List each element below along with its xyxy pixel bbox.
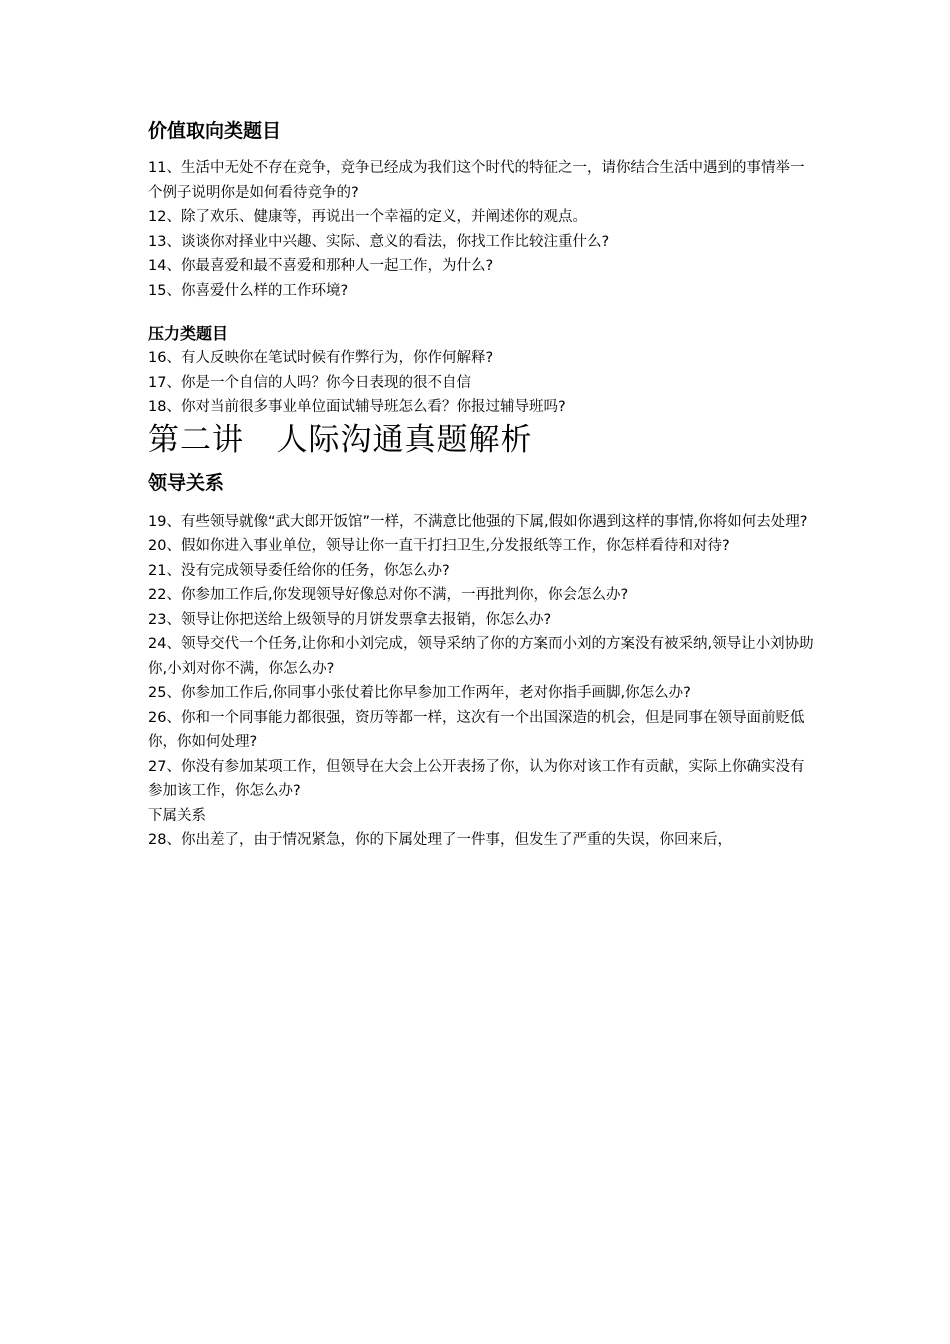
question-item: 14、你最喜爱和最不喜爱和那种人一起工作，为什么?	[148, 258, 494, 274]
question-item: 12、除了欢乐、健康等，再说出一个幸福的定义，并阐述你的观点。	[148, 209, 587, 225]
question-item: 20、假如你进入事业单位，领导让你一直干打扫卫生,分发报纸等工作，你怎样看待和对待?	[148, 538, 730, 554]
question-item: 27、你没有参加某项工作，但领导在大会上公开表扬了你，认为你对该工作有贡献，实际上你确实没有参加该工作，你怎么办?	[148, 758, 805, 799]
question-item: 17、你是一个自信的人吗？你今日表现的很不自信	[148, 374, 471, 391]
question-item: 11、生活中无处不存在竞争，竞争已经成为我们这个时代的特征之一，请你结合生活中遇到的事情举一个例子说明你是如何看待竞争的?	[148, 160, 805, 201]
subordinates-question-list	[148, 828, 818, 853]
question-item: 26、你和一个同事能力都很强，资历等都一样，这次有一个出国深造的机会，但是同事在领导面前贬低你，你如何处理?	[148, 709, 805, 750]
question-item: 15、你喜爱什么样的工作环境?	[148, 282, 349, 299]
question-item: 24、领导交代一个任务,让你和小刘完成，领导采纳了你的方案而小刘的方案没有被采纳,领导让小刘协助你,小刘对你不满，你怎么办?	[148, 636, 814, 677]
section-heading-values: 价值取向类题目	[148, 120, 282, 142]
question-item: 21、没有完成领导委任给你的任务，你怎么办?	[148, 562, 450, 579]
section-heading-leaders: 领导关系	[148, 471, 225, 494]
pressure-question-list	[148, 346, 818, 420]
question-item: 19、有些领导就像“武大郎开饭馆”一样，不满意比他强的下属,假如你遇到这样的事情,你将如何去处理?	[148, 513, 808, 530]
question-item: 13、谈谈你对择业中兴趣、实际、意义的看法，你找工作比较注重什么?	[148, 233, 610, 250]
question-item: 23、领导让你把送给上级领导的月饼发票拿去报销，你怎么办?	[148, 611, 552, 628]
leaders-question-list	[148, 510, 818, 804]
question-item: 16、有人反映你在笔试时候有作弊行为，你作何解释?	[148, 350, 494, 366]
values-question-list	[148, 156, 818, 303]
document-page	[148, 116, 818, 853]
question-item: 25、你参加工作后,你同事小张仗着比你早参加工作两年，老对你指手画脚,你怎么办?	[148, 685, 691, 701]
section-heading-pressure: 压力类题目	[148, 324, 229, 343]
section-heading-subordinates: 下属关系	[148, 807, 206, 824]
question-item: 28、你出差了，由于情况紧急，你的下属处理了一件事，但发生了严重的失误，你回来后，	[148, 832, 732, 848]
question-item: 22、你参加工作后,你发现领导好像总对你不满，一再批判你，你会怎么办?	[148, 587, 629, 603]
chapter-title: 第二讲 人际沟通真题解析	[148, 421, 533, 458]
question-item: 18、你对当前很多事业单位面试辅导班怎么看？你报过辅导班吗?	[148, 399, 566, 415]
